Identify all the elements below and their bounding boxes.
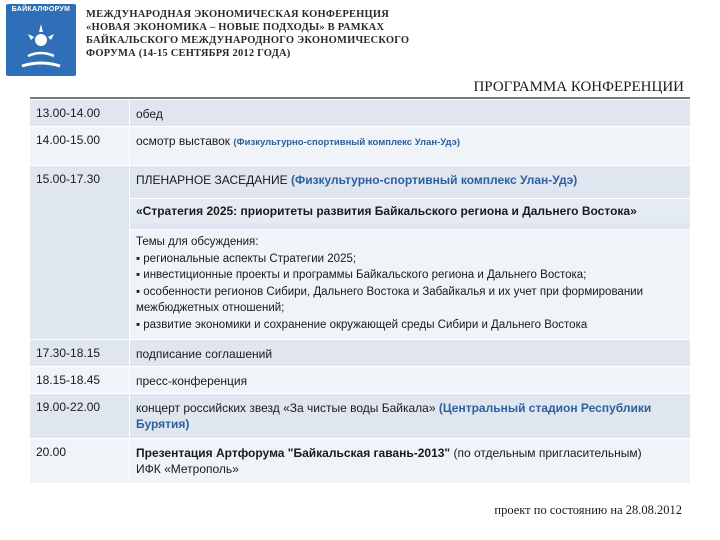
event-extra: (по отдельным пригласительным) [453,446,642,460]
event-title: концерт российских звезд «За чистые воды Байкала» [136,401,436,415]
event-title: обед [136,107,163,121]
schedule-row [30,340,690,367]
event-cell [130,127,690,165]
conference-title: МЕЖДУНАРОДНАЯ ЭКОНОМИЧЕСКАЯ КОНФЕРЕНЦИЯ «НОВАЯ ЭКОНОМИКА – НОВЫЕ ПОДХОДЫ» В РАМКАХ БАЙКАЛЬСКОГО МЕЖДУНАРОДНОГО ЭКОНОМИЧЕСКОГО ФОРУМА (14-15 СЕНТЯБРЯ 2012 ГОДА) [86,9,410,59]
event-venue: ИФК «Метрополь» [136,462,239,476]
time-cell: 13.00-14.00 [30,100,130,126]
topic-item: ▪ развитие экономики и сохранение окружающей среды Сибири и Дальнего Востока [136,318,588,331]
topics-heading: Темы для обсуждения: [136,236,259,248]
time-cell: 14.00-15.00 [30,127,130,165]
logo-text: БАЙКАЛФОРУМ [11,6,71,13]
event-cell [130,439,690,483]
event-title: подписание соглашений [136,347,273,361]
topic-item: ▪ инвестиционные проекты и программы Байкальского региона и Дальнего Востока; [136,269,587,281]
schedule-row [30,100,690,127]
event-cell [130,367,690,393]
status-note: проект по состоянию на 28.08.2012 [494,503,682,517]
event-venue: (Физкультурно-спортивный комплекс Улан-Удэ) [233,137,460,148]
schedule-table [30,100,690,484]
time-cell: 19.00-22.00 [30,394,130,438]
time-cell: 18.15-18.45 [30,367,130,393]
event-cell [130,394,690,438]
schedule-row [30,439,690,484]
schedule-row [30,394,690,439]
topic-item: ▪ региональные аспекты Стратегии 2025; [136,252,357,265]
event-cell [130,100,690,126]
discussion-topics [130,229,690,339]
event-cell [130,340,690,366]
heading-divider [30,97,690,99]
event-venue: (Физкультурно-спортивный комплекс Улан-Удэ) [290,173,578,187]
program-heading: ПРОГРАММА КОНФЕРЕНЦИИ [473,79,684,95]
time-cell: 20.00 [30,439,130,483]
schedule-row [30,166,690,340]
baikal-forum-logo-icon [14,16,68,72]
time-cell: 15.00-17.30 [30,166,130,339]
topic-item: ▪ особенности регионов Сибири, Дальнего Востока и Забайкалья и их учет при формировании межбюджетных отношений; [136,285,644,314]
forum-logo [6,4,76,76]
event-title: осмотр выставок [136,134,231,148]
event-title: Презентация Артфорума "Байкальская гавань-2013" [136,446,451,460]
time-cell: 17.30-18.15 [30,340,130,366]
schedule-row [30,367,690,394]
schedule-row [30,127,690,166]
event-title: ПЛЕНАРНОЕ ЗАСЕДАНИЕ [136,173,288,187]
event-title: пресс-конференция [136,374,248,388]
event-venue: (Центральный стадион Республики Бурятия) [136,401,652,431]
session-subtitle: «Стратегия 2025: приоритеты развития Байкальского региона и Дальнего Востока» [130,198,690,223]
event-cell [130,166,690,339]
